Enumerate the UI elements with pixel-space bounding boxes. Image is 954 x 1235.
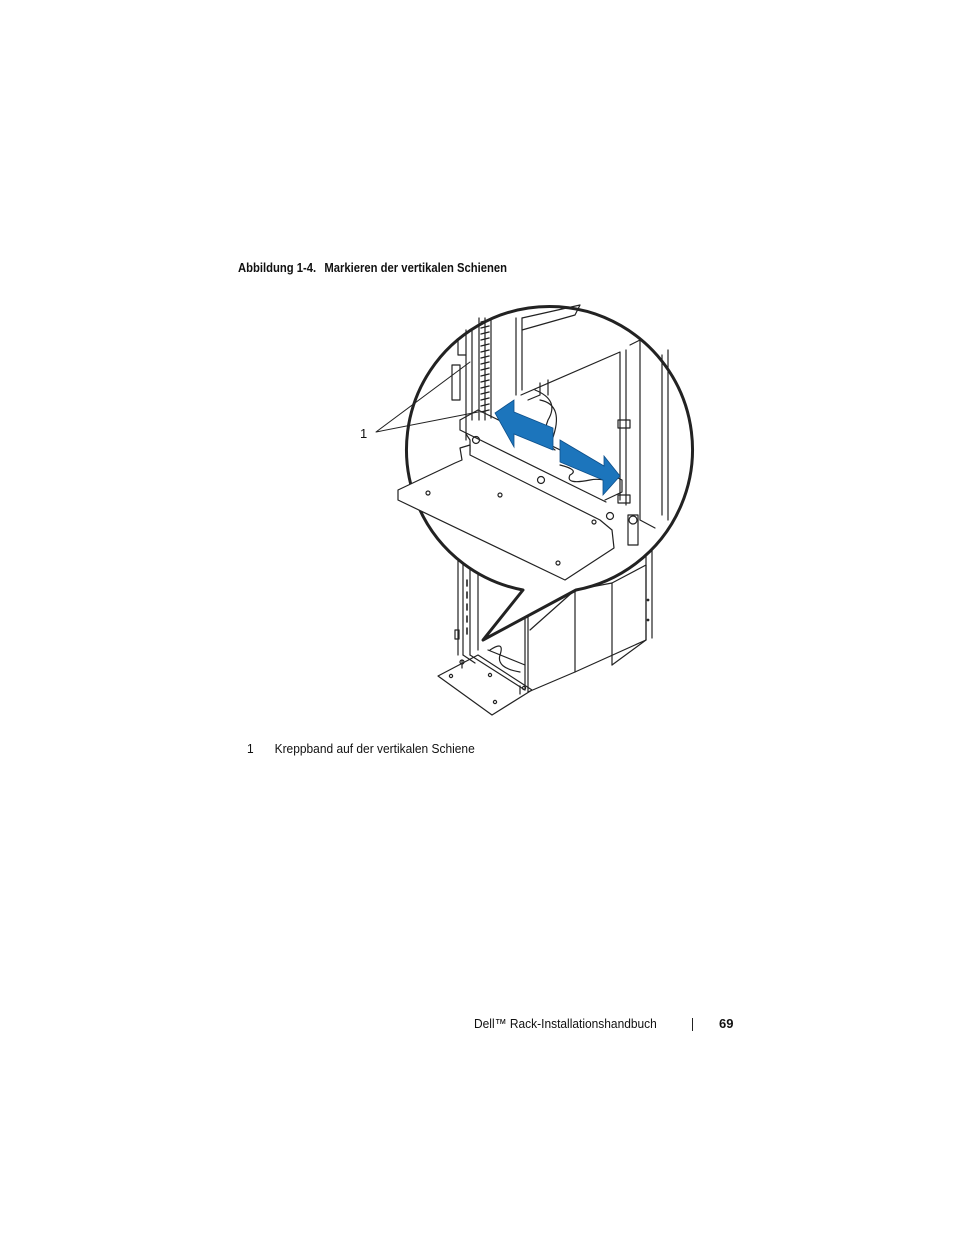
rack-illustration: [350, 290, 710, 720]
figure-legend: [247, 741, 475, 756]
legend-item-text: Kreppband auf der vertikalen Schiene: [274, 741, 475, 756]
callout-number: 1: [360, 426, 368, 441]
footer-title: Dell™ Rack-Installationshandbuch: [474, 1016, 657, 1031]
legend-item-number: 1: [247, 741, 254, 756]
footer-separator: [692, 1018, 693, 1031]
page-number: 69: [719, 1016, 734, 1031]
figure-title: Markieren der vertikalen Schienen: [324, 261, 507, 275]
figure-number: Abbildung 1-4.: [238, 261, 317, 275]
figure-caption: [238, 261, 507, 275]
